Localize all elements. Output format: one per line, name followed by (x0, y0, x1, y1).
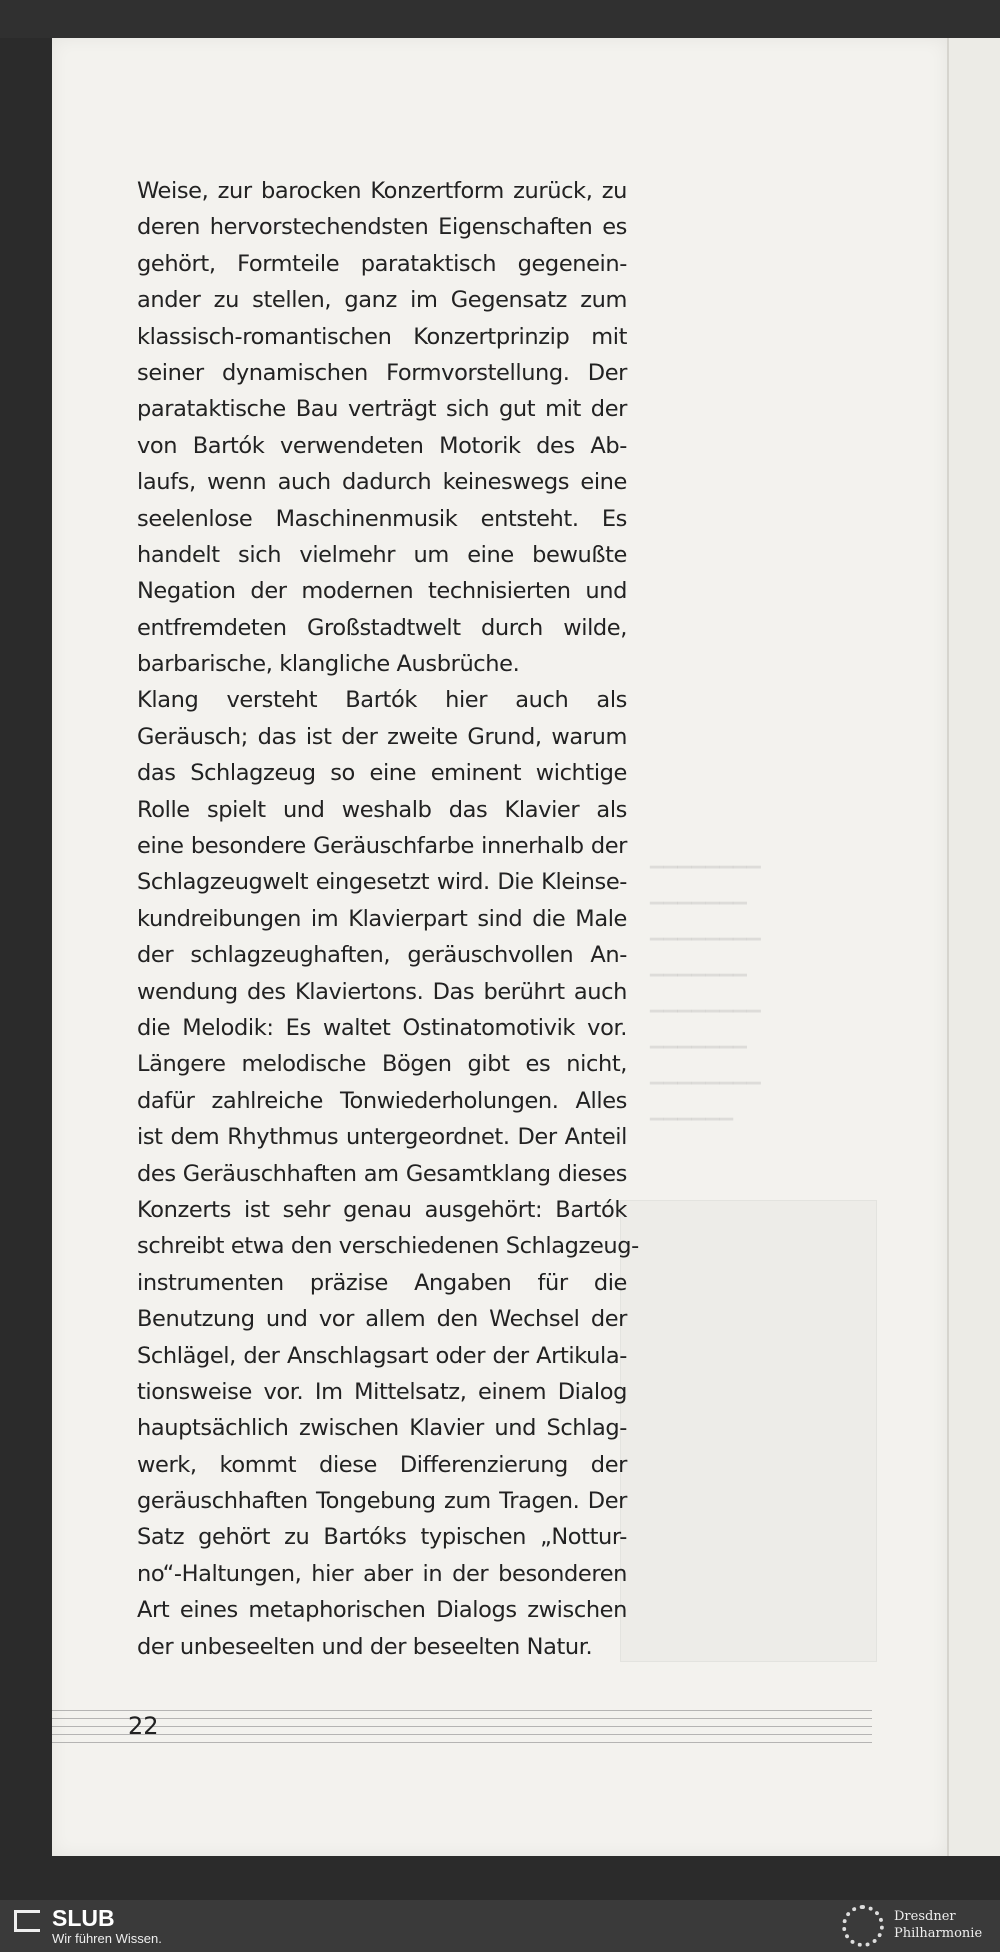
partner-name (894, 1908, 982, 1942)
text-line: Klang versteht Bartók hier auch als (137, 687, 627, 714)
text-line: werk, kommt diese Differenzierung der (137, 1451, 627, 1478)
text-line: Satz gehört zu Bartóks typischen „Nottur- (137, 1524, 627, 1551)
text-line: der unbeseelten und der beseelten Natur. (137, 1633, 593, 1660)
text-line: Längere melodische Bögen gibt es nicht, (137, 1051, 627, 1078)
text-line: Rolle spielt und weshalb das Klavier als (137, 796, 627, 823)
text-line: instrumenten präzise Angaben für die (137, 1269, 627, 1296)
text-line: barbarische, klangliche Ausbrüche. (137, 651, 520, 678)
body-text (137, 173, 639, 1665)
text-line: klassisch-romantischen Konzertprinzip mit (137, 323, 627, 350)
text-line: Schlägel, der Anschlagsart oder der Artikula- (137, 1342, 627, 1369)
partner-name-line2: Philharmonie (894, 1926, 983, 1941)
text-line: laufs, wenn auch dadurch keineswegs eine (137, 469, 627, 496)
footer-bar (0, 1900, 1000, 1952)
decorative-staff-lines (52, 1710, 872, 1750)
philharmonie-logo-icon (842, 1905, 884, 1947)
text-line: Negation der modernen technisierten und (137, 578, 627, 605)
text-line: die Melodik: Es waltet Ostinatomotivik vor. (137, 1014, 627, 1041)
text-line: seiner dynamischen Formvorstellung. Der (137, 359, 627, 386)
text-line: ander zu stellen, ganz im Gegensatz zum (137, 287, 627, 314)
slub-name: SLUB (52, 1905, 115, 1931)
text-line: des Geräuschhaften am Gesamtklang dieses (137, 1160, 627, 1187)
slub-tagline: Wir führen Wissen. (52, 1931, 162, 1946)
text-line: Weise, zur barocken Konzertform zurück, zu (137, 178, 627, 204)
text-line: eine besondere Geräuschfarbe innerhalb der (137, 833, 627, 860)
text-line: von Bartók verwendeten Motorik des Ab- (137, 432, 627, 459)
text-line: geräuschhaften Tongebung zum Tragen. Der (137, 1488, 627, 1515)
text-line: no“-Haltungen, hier aber in der besonderen (137, 1560, 627, 1587)
text-line: seelenlose Maschinenmusik entsteht. Es (137, 505, 627, 532)
text-line: gehört, Formteile parataktisch gegenein- (137, 250, 627, 277)
text-line: wendung des Klaviertons. Das berührt auch (137, 978, 627, 1005)
text-line: dafür zahlreiche Tonwiederholungen. Alles (137, 1087, 627, 1114)
text-line: Benutzung und vor allem den Wechsel der (137, 1306, 627, 1333)
text-line: tionsweise vor. Im Mittelsatz, einem Dialog (137, 1378, 627, 1405)
text-line: der schlagzeughaften, geräuschvollen An- (137, 942, 627, 969)
page-number: 22 (128, 1712, 159, 1740)
text-line: ist dem Rhythmus untergeordnet. Der Anteil (137, 1124, 627, 1151)
text-line: das Schlagzeug so eine eminent wichtige (137, 760, 627, 787)
adjacent-page-edge (947, 38, 1000, 1856)
text-line: handelt sich vielmehr um eine bewußte (137, 541, 627, 568)
text-line: hauptsächlich zwischen Klavier und Schlag- (137, 1415, 627, 1442)
text-line: deren hervorstechendsten Eigenschaften es (137, 214, 627, 241)
partner-name-line1: Dresdner (894, 1909, 956, 1924)
slub-logo-icon (14, 1910, 40, 1932)
text-line: parataktische Bau verträgt sich gut mit der (137, 396, 627, 423)
text-line: Konzerts ist sehr genau ausgehört: Bartók (137, 1196, 627, 1223)
text-line: Schlagzeugwelt eingesetzt wird. Die Kleinse- (137, 869, 627, 896)
text-line: Geräusch; das ist der zweite Grund, warum (137, 723, 627, 750)
text-line: entfremdeten Großstadtwelt durch wilde, (137, 614, 627, 641)
text-line: schreibt etwa den verschiedenen Schlagzeug- (137, 1233, 639, 1260)
scan-background (0, 0, 1000, 38)
text-line: kundreibungen im Klavierpart sind die Male (137, 905, 627, 932)
text-line: Art eines metaphorischen Dialogs zwischen (137, 1597, 627, 1624)
bleed-through-advertisement (620, 1200, 877, 1662)
bleed-through-text: ▁▁▁▁▁▁▁▁ ▁▁▁▁▁▁▁ ▁▁▁▁▁▁▁▁ ▁▁▁▁▁▁▁ ▁▁▁▁▁▁▁▁ ▁▁▁▁▁▁▁ ▁▁▁▁▁▁▁▁ ▁▁▁▁▁▁ (650, 848, 761, 1120)
